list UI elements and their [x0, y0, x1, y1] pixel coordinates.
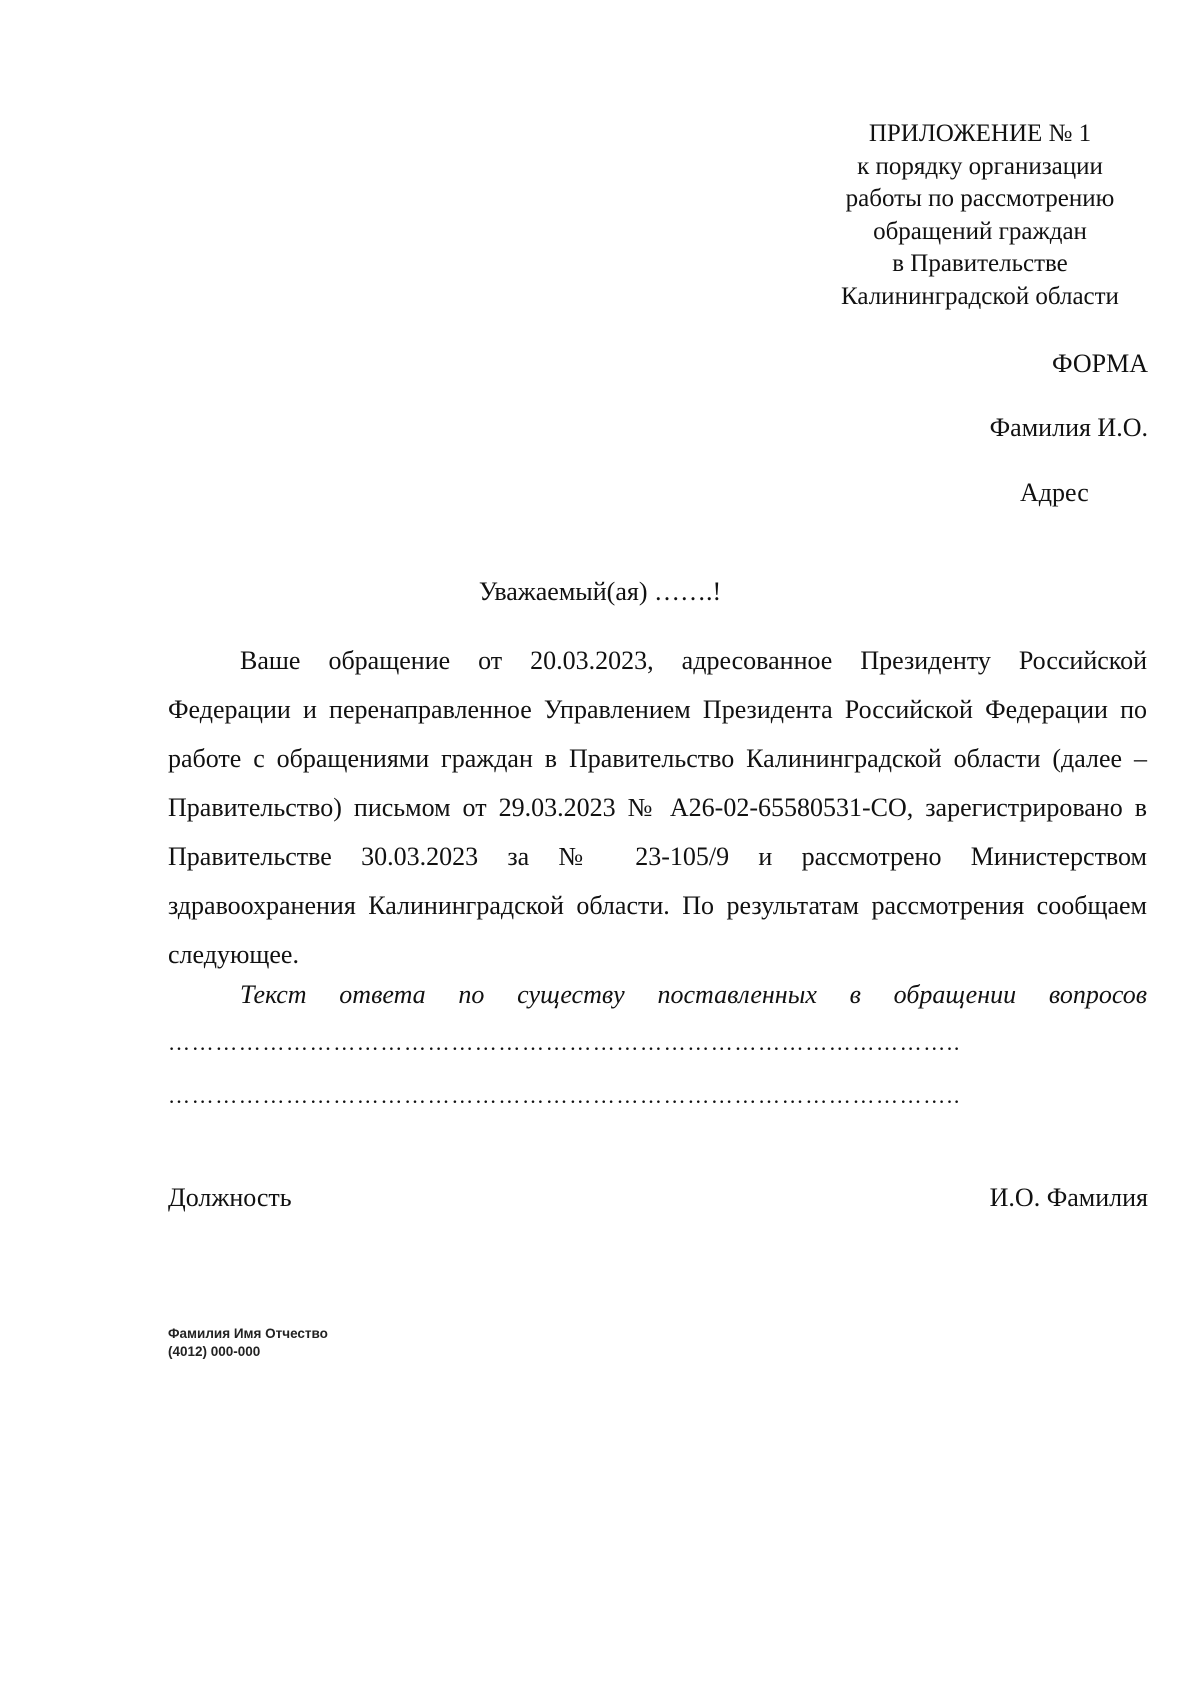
body-paragraph: Ваше обращение от 20.03.2023, адресованное Президенту Российской Федерации и перенаправленное Управлением Президента Российской Федерации по работе с обращениями граждан в Правительство Калининградской области (далее – Правительство) письмом от 29.03.2023 № А26-02-65580531-СО, зарегистрировано в Правительстве 30.03.2023 за № 23-105/9 и рассмотрено Министерством здравоохранения Калининградской области. По результатам рассмотрения сообщаем следующее.: [168, 646, 1147, 969]
executor-phone: (4012) 000-000: [168, 1344, 261, 1359]
signatory-position: Должность: [168, 1183, 292, 1212]
recipient-name: Фамилия И.О.: [989, 413, 1148, 442]
dotted-line: ………………………………………………………………………………………..: [168, 1030, 961, 1055]
appendix-line: к порядку организации: [857, 152, 1103, 180]
appendix-header: [790, 118, 1170, 313]
appendix-line: в Правительстве: [892, 250, 1068, 277]
appendix-line: Калининградской области: [841, 282, 1119, 310]
form-label: ФОРМА: [1052, 349, 1148, 378]
dotted-line: ………………………………………………………………………………………..: [168, 1083, 961, 1108]
salutation: Уважаемый(ая) …….!: [478, 577, 722, 606]
appendix-line: ПРИЛОЖЕНИЕ № 1: [868, 120, 1092, 147]
recipient-address: Адрес: [1020, 478, 1089, 507]
executor-contact: [168, 1325, 328, 1361]
appendix-line: обращений граждан: [873, 217, 1087, 245]
appendix-line: работы по рассмотрению: [845, 185, 1115, 212]
signatory-name: И.О. Фамилия: [989, 1183, 1148, 1212]
executor-name: Фамилия Имя Отчество: [168, 1326, 328, 1341]
answer-placeholder: Текст ответа по существу поставленных в обращении вопросов: [240, 980, 1147, 1009]
